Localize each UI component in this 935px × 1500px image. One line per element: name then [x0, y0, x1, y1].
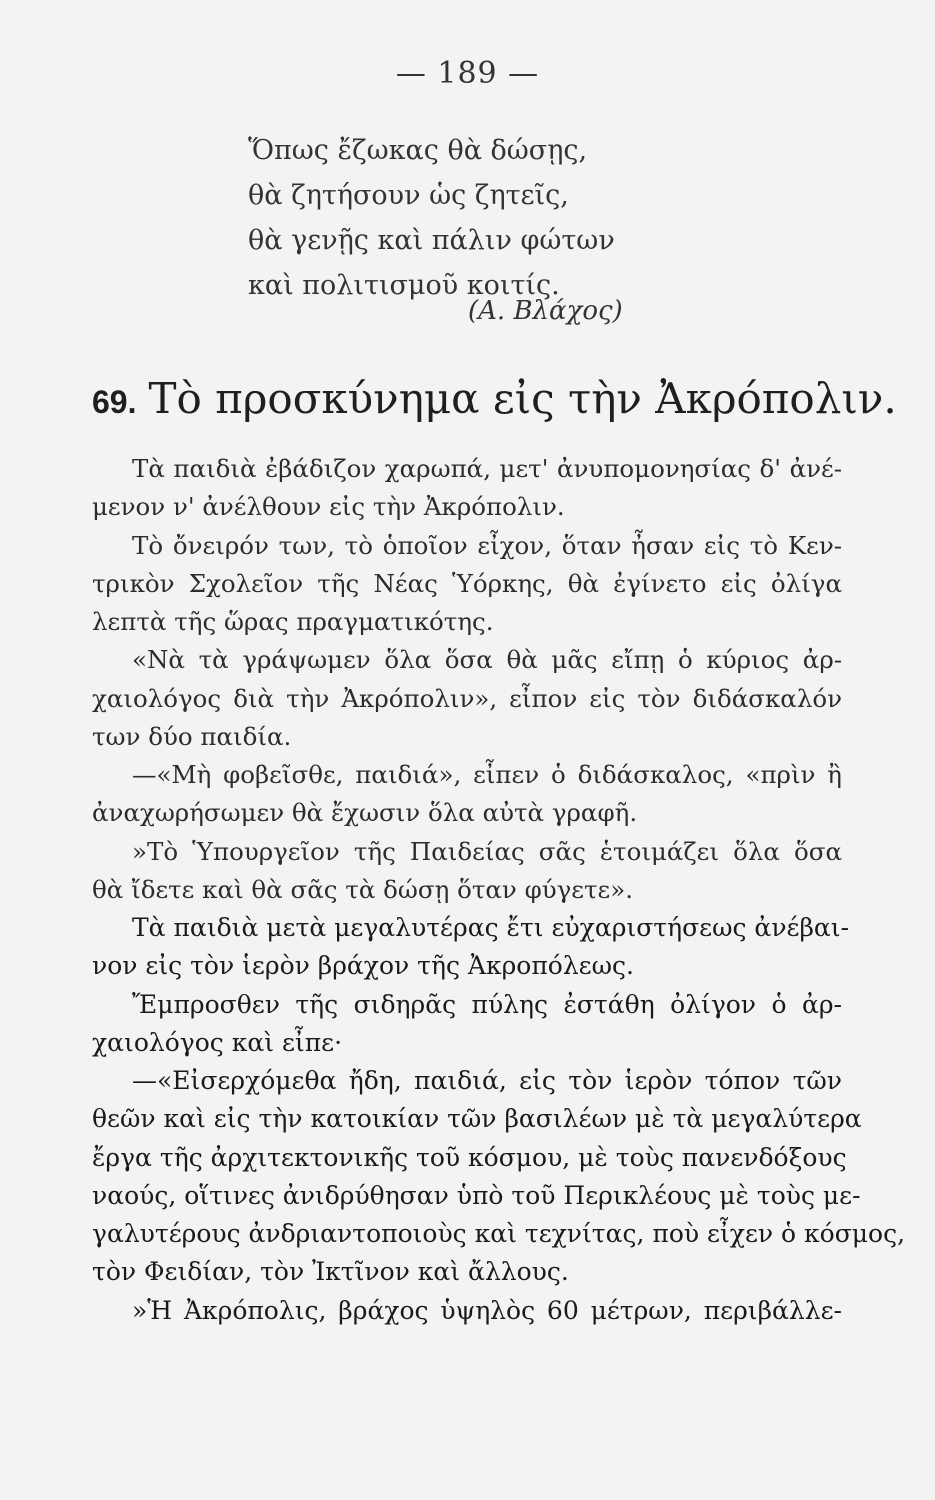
- text-line: θὰ ἴδετε καὶ θὰ σᾶς τὰ δώσῃ ὅταν φύγετε».: [92, 874, 634, 904]
- section-title: Τὸ προσκύνημα εἰς τὴν Ἀκρόπολιν.: [148, 374, 897, 423]
- text-line: Τὰ παιδιὰ ἐβάδιζον χαρωπά, μετ' ἀνυπομονησίας δ' ἀνέ-: [132, 454, 842, 483]
- poem-stanza: [248, 128, 615, 308]
- page-number: — 189 —: [395, 56, 540, 91]
- poem-line: Ὅπως ἔζωκας θὰ δώσῃς,: [248, 135, 588, 166]
- text-line: θεῶν καὶ εἰς τὴν κατοικίαν τῶν βασιλέων μὲ τὰ μεγαλύτερα: [92, 1104, 862, 1134]
- text-line: τρικὸν Σχολεῖον τῆς Νέας Ὑόρκης, θὰ ἐγίνετο εἰς ὀλίγα: [92, 568, 842, 598]
- poem-attribution: (Α. Βλάχος): [468, 296, 623, 326]
- poem-line: θὰ γενῇς καὶ πάλιν φώτων: [248, 225, 615, 256]
- body-text: [92, 450, 906, 1330]
- text-line: γαλυτέρους ἀνδριαντοποιοὺς καὶ τεχνίτας, ποὺ εἶχεν ὁ κόσμος,: [92, 1219, 906, 1248]
- text-line: ἔργα τῆς ἀρχιτεκτονικῆς τοῦ κόσμου, μὲ τοὺς πανενδόξους: [92, 1142, 847, 1172]
- text-line: χαιολόγος καὶ εἶπε·: [92, 1027, 343, 1057]
- text-line: Τὰ παιδιὰ μετὰ μεγαλυτέρας ἔτι εὐχαριστήσεως ἀνέβαι-: [132, 913, 850, 942]
- text-line: νον εἰς τὸν ἱερὸν βράχον τῆς Ἀκροπόλεως.: [92, 951, 634, 981]
- text-line: »Ἡ Ἀκρόπολις, βράχος ὑψηλὸς 60 μέτρων, περιβάλλε-: [132, 1295, 842, 1325]
- text-line: Ἔμπροσθεν τῆς σιδηρᾶς πύλης ἐστάθη ὀλίγον ὁ ἀρ-: [132, 989, 842, 1019]
- text-line: των δύο παιδία.: [92, 721, 292, 751]
- text-line: —«Εἰσερχόμεθα ἤδη, παιδιά, εἰς τὸν ἱερὸν τόπον τῶν: [132, 1066, 842, 1095]
- section-heading: [92, 374, 897, 423]
- text-line: χαιολόγος διὰ τὴν Ἀκρόπολιν», εἶπον εἰς τὸν διδάσκαλόν: [92, 683, 842, 713]
- text-line: —«Μὴ φοβεῖσθε, παιδιά», εἶπεν ὁ διδάσκαλος, «πρὶν ἢ: [132, 760, 842, 789]
- text-line: ἀναχωρήσωμεν θὰ ἔχωσιν ὅλα αὐτὰ γραφῆ.: [92, 798, 638, 828]
- text-line: λεπτὰ τῆς ὥρας πραγματικότης.: [92, 607, 494, 636]
- poem-line: θὰ ζητήσουν ὡς ζητεῖς,: [248, 180, 569, 211]
- text-line: Τὸ ὄνειρόν των, τὸ ὁποῖον εἶχον, ὅταν ἦσαν εἰς τὸ Κεν-: [132, 530, 842, 560]
- poem-line: καὶ πολιτισμοῦ κοιτίς.: [248, 270, 560, 301]
- text-line: τὸν Φειδίαν, τὸν Ἰκτῖνον καὶ ἄλλους.: [92, 1257, 569, 1287]
- text-line: «Νὰ τὰ γράψωμεν ὅλα ὅσα θὰ μᾶς εἴπῃ ὁ κύριος ἀρ-: [132, 645, 842, 675]
- text-line: ναούς, οἵτινες ἀνιδρύθησαν ὑπὸ τοῦ Περικλέους μὲ τοὺς με-: [92, 1180, 861, 1210]
- text-line: μενον ν' ἀνέλθουν εἰς τὴν Ἀκρόπολιν.: [92, 492, 565, 522]
- section-number: 69.: [92, 384, 137, 420]
- text-line: »Τὸ Ὑπουργεῖον τῆς Παιδείας σᾶς ἑτοιμάζει ὅλα ὅσα: [132, 836, 842, 866]
